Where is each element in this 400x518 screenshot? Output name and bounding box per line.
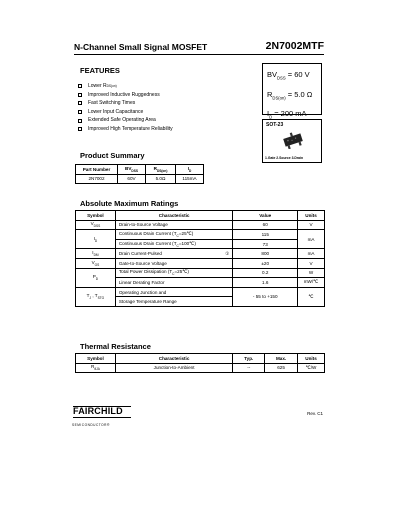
table-header: Value (233, 211, 298, 221)
product-summary-heading: Product Summary (80, 151, 145, 160)
thermal-table (75, 353, 325, 373)
table-header: Symbol (76, 354, 116, 364)
thermal-heading: Thermal Resistance (80, 342, 151, 351)
abs-max-heading: Absolute Maximum Ratings (80, 199, 179, 208)
checkbox-bullet-icon (78, 93, 82, 97)
table-row: $I_D$ Continuous Drain Current $(T_C=25℃)$ 115 mA (76, 230, 325, 240)
sot23-package-icon (281, 131, 305, 149)
table-header: $BV_{DSS}$ (118, 165, 146, 175)
feature-item: Lower R DS(on) (78, 82, 173, 91)
table-row: $T_J$ , $T_{STG}$ Operating Junction and - 55 to +150 ℃ (76, 287, 325, 297)
features-list (78, 82, 173, 134)
logo-subtitle: SEMICONDUCTOR® (72, 423, 110, 427)
product-summary-table (75, 164, 204, 184)
package-box (262, 119, 322, 163)
table-header: $I_D$ (176, 165, 204, 175)
table-header: Max. (265, 354, 298, 364)
checkbox-bullet-icon (78, 101, 82, 105)
abs-max-table (75, 210, 325, 307)
part-number-title: 2N7002MTF (265, 40, 324, 52)
table-row: $R_{\theta JA}$ Junction-to-Ambient -- 625 ℃/W (76, 363, 325, 373)
table-row: $P_D$ Total Power Dissipation $(T_C=25℃)$ 0.2 W (76, 268, 325, 278)
key-specs-box (262, 63, 322, 120)
table-row: Continuous Drain Current $(T_C=100℃)$ 73 (76, 239, 325, 249)
feature-item: Improved High Temperature Reliability (78, 125, 173, 134)
table-header: Characteristic (115, 211, 233, 221)
table-row: Storage Temperature Range (76, 297, 325, 307)
header-rule (74, 54, 324, 55)
checkbox-bullet-icon (78, 84, 82, 88)
table-header: Characteristic (115, 354, 232, 364)
feature-item: Improved Inductive Ruggedness (78, 91, 173, 100)
spec-rdson: $R_{DS(on)} = 5.0$ Ω (267, 89, 313, 100)
table-row: $I_{DM}$ Drain Current-Pulsed ① 800 mA (76, 249, 325, 259)
feature-item: Lower Input Capacitance (78, 108, 173, 117)
table-header: Symbol (76, 211, 116, 221)
table-header: Typ. (233, 354, 265, 364)
feature-item: Extended Safe Operating Area (78, 116, 173, 125)
table-header: $R_{DS(on)}$ (146, 165, 176, 175)
spec-id: $I_D = 200$ mA (267, 109, 307, 120)
package-pinout-caption: 1.Gate 2.Source 3.Drain (265, 156, 304, 160)
spec-bvdss: $BV_{DSS} = 60$ V (267, 70, 310, 81)
table-row: $V_{DSS}$ Drain-to-Source Voltage 60 V (76, 220, 325, 230)
table-row: Linear Derating Factor 1.6 mW/℃ (76, 278, 325, 288)
table-header: Units (298, 211, 325, 221)
table-row: 2N7002 60V 5.0Ω 115mA (76, 174, 204, 184)
table-row: $V_{GS}$ Gate-to-Source Voltage ±20 V (76, 258, 325, 268)
revision-label: Rev. C1 (307, 411, 323, 416)
fairchild-logo: FAIRCHILD (73, 406, 131, 418)
checkbox-bullet-icon (78, 119, 82, 123)
package-title: SOT-23 (266, 122, 284, 128)
features-heading: FEATURES (80, 66, 120, 75)
feature-item: Fast Switching Times (78, 99, 173, 108)
checkbox-bullet-icon (78, 127, 82, 131)
table-header: Part Number (76, 165, 118, 175)
table-header: Units (298, 354, 325, 364)
document-subtitle: N-Channel Small Signal MOSFET (74, 42, 208, 52)
checkbox-bullet-icon (78, 110, 82, 114)
